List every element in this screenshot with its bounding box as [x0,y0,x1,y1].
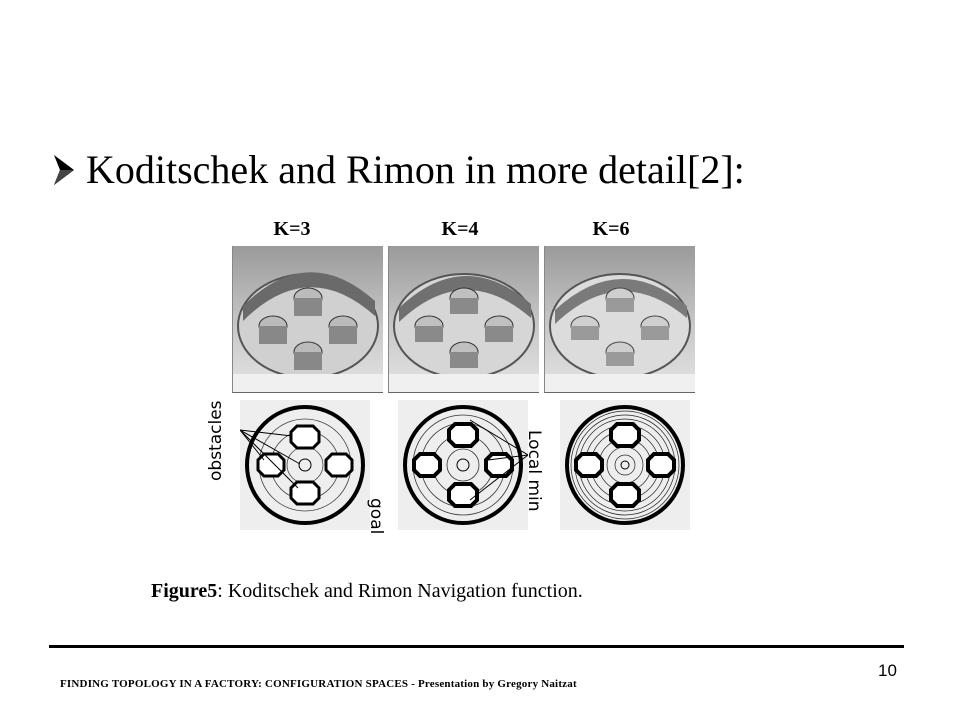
page-number: 10 [878,661,897,680]
slide-heading [52,142,745,198]
surface-plot-k4 [388,246,539,393]
caption-label: Figure5 [151,580,218,602]
contour-plot-k3 [240,400,370,530]
surface-plot-k6 [544,246,695,393]
panel-label-k6: K=6 [592,218,630,240]
contour-plot-k4 [398,400,528,530]
panel-label-k3: K=3 [273,218,311,240]
panel-label-k4: K=4 [441,218,479,240]
footer-divider [49,645,904,648]
heading-text: Koditschek and Rimon in more detail[2]: [86,147,745,192]
arrow-bullet-icon [52,153,76,187]
annotation-goal: goal [366,498,386,535]
surface-plot-k3 [232,246,383,393]
annotation-obstacles: obstacles [206,400,226,481]
footer-title: FINDING TOPOLOGY IN A FACTORY: CONFIGURATION SPACES - Presentation by Gregory Naitzat [60,678,577,690]
annotation-local-min: Local min [524,430,544,512]
figure-caption [151,580,583,603]
caption-text: : Koditschek and Rimon Navigation function. [217,580,583,602]
contour-plot-k6 [560,400,690,530]
